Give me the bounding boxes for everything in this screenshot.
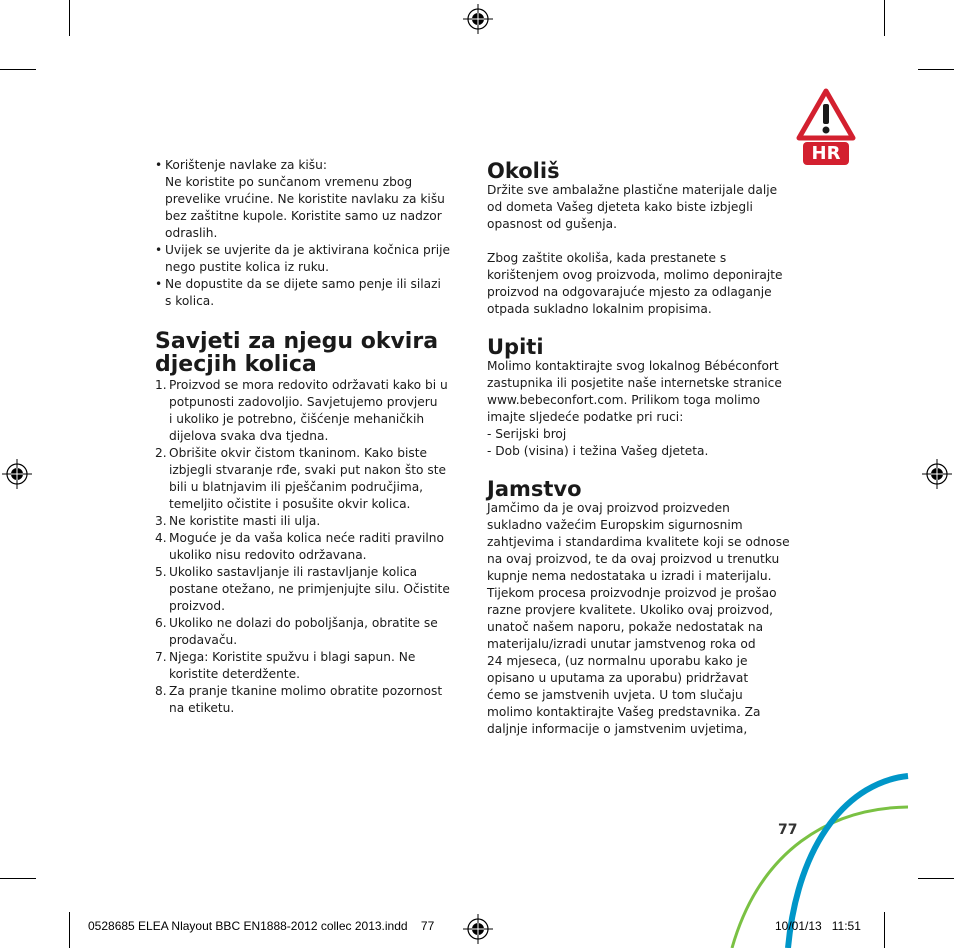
warning-triangle-icon (796, 88, 856, 142)
registration-mark-icon (463, 914, 493, 944)
crop-mark (69, 912, 70, 948)
crop-mark (0, 69, 36, 70)
environment-paragraph: Zbog zaštite okoliša, kada prestanete s korištenjem ovog proizvoda, molimo deponirajte proizvod na odgovarajuće mjesto za odlaganje otpada sukladno lokalnim propisima. (487, 251, 783, 316)
list-item: 5. Ukoliko sastavljanje ili rastavljanje kolica postane otežano, ne primjenjujte silu. Očistite proizvod. (155, 565, 450, 613)
warning-badge (796, 88, 856, 168)
inquiries-heading: Upiti (487, 335, 544, 359)
country-code: HR (811, 143, 841, 164)
slug-file: 0528685 ELEA Nlayout BBC EN1888-2012 collec 2013.indd 77 (88, 919, 435, 933)
registration-mark-icon (2, 459, 32, 489)
list-item: 4. Moguće je da vaša kolica neće raditi pravilno ukoliko nisu redovito održavana. (155, 531, 444, 562)
left-column (155, 157, 455, 717)
page-number: 77 (778, 822, 798, 838)
registration-mark-icon (922, 459, 952, 489)
list-item: 8. Za pranje tkanine molimo obratite pozornost na etiketu. (155, 684, 443, 715)
right-column (487, 160, 802, 738)
list-item: • Korištenje navlake za kišu: Ne koristite po sunčanom vremenu zbog prevelike vrućine. Ne koristite navlaku za kišu bez zaštitne kupole. Koristite samo uz nadzor odraslih. (155, 157, 455, 242)
country-code-box (803, 142, 849, 165)
environment-heading: Okoliš (487, 159, 560, 183)
slug-datetime: 10/01/13 11:51 (775, 919, 861, 933)
list-item: 2. Obrišite okvir čistom tkaninom. Kako biste izbjegli stvaranje rđe, svaki put nakon što ste bili u blatnjavim ili pješčanim područjima, temeljito očistite i posušite okvir kolica. (155, 446, 446, 511)
care-heading: Savjeti za njegu okvira djecjih kolica (155, 329, 439, 377)
list-item: • Uvijek se uvjerite da je aktivirana kočnica prije nego pustite kolica iz ruku. (155, 242, 455, 276)
warranty-heading: Jamstvo (487, 477, 582, 501)
crop-mark (884, 0, 885, 36)
environment-paragraph: Držite sve ambalažne plastične materijale dalje od dometa Vašeg djeteta kako biste izbjegli opasnost od gušenja. (487, 183, 778, 231)
warranty-paragraph: Jamčimo da je ovaj proizvod proizveden sukladno važećim Europskim sigurnosnim zahtjevima i standardima kvalitete koji se odnose na ovaj proizvod, te da ovaj proizvod u trenutku kupnje nema nedostataka u izradi i materijalu. Tijekom procesa proizvodnje proizvod je prošao razne provjere kvalitete. Ukoliko ovaj proizvod, unatoč našem naporu, pokaže nedostatak na materijalu/izradi unutar jamstvenog roka od 24 mjeseca, (uz normalnu uporabu kako je opisano u uputama za uporabu) pridržavat ćemo se jamstvenih uvjeta. U tom slučaju molimo kontaktirajte Vašeg predstavnika. Za daljnje informacije o jamstvenim uvjetima, (487, 501, 790, 736)
safety-bullets (155, 157, 455, 310)
list-item: 3. Ne koristite masti ili ulja. (155, 514, 321, 528)
list-item: 6. Ukoliko ne dolazi do poboljšanja, obratite se prodavaču. (155, 616, 438, 647)
inquiries-paragraph: Molimo kontaktirajte svog lokalnog Bébéconfort zastupnika ili posjetite naše internetske stranice www.bebeconfort.com. Prilikom toga molimo imajte sljedeće podatke pri ruci: - Serijski broj - Dob (visina) i težina Vašeg djeteta. (487, 359, 782, 458)
registration-mark-icon (463, 4, 493, 34)
list-item: • Ne dopustite da se dijete samo penje ili silazi s kolica. (155, 276, 455, 310)
crop-mark (0, 878, 36, 879)
crop-mark (918, 69, 954, 70)
care-list (155, 377, 455, 717)
list-item: 7. Njega: Koristite spužvu i blagi sapun. Ne koristite deterdžente. (155, 650, 416, 681)
crop-mark (69, 0, 70, 36)
list-item: 1. Proizvod se mora redovito održavati kako bi u potpunosti zadovoljio. Savjetujemo provjeru i ukoliko je potrebno, čišćenje mehaničkih dijelova svaka dva tjedna. (155, 378, 448, 443)
crop-mark (918, 878, 954, 879)
